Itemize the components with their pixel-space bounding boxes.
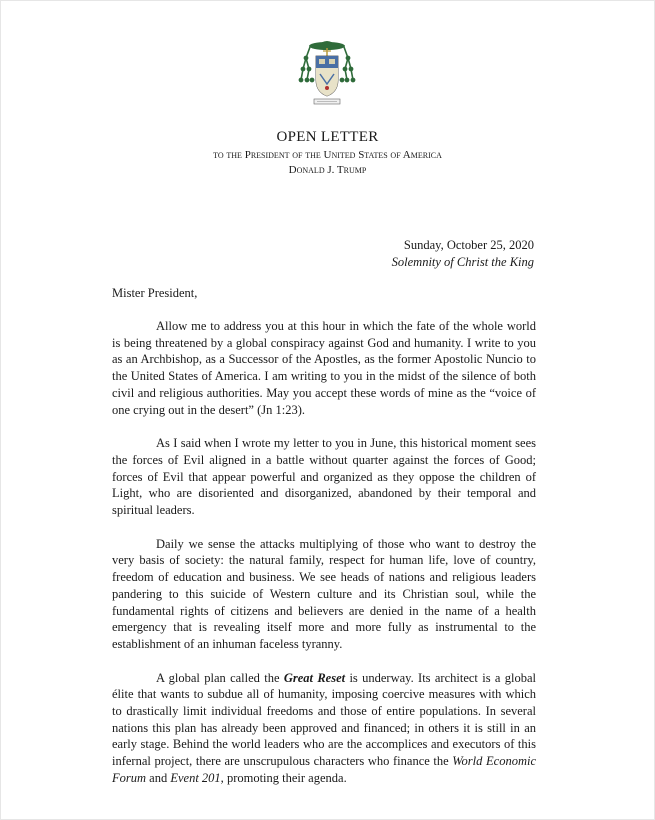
paragraph-1: Allow me to address you at this hour in which the fate of the whole world is being threatened by a global conspiracy against God and humanity. I write to you as an Archbishop, as a Successor of the Apostles, as the former Apostolic Nuncio to the United States of America. I am writing to you in the midst of the silence of both civil and religious authorities. May you accept these words of mine as the “voice of one crying out in the desert” (Jn 1:23). <box>112 319 536 417</box>
paragraph-4-text-a: A global plan called the <box>156 670 284 685</box>
letter-title: OPEN LETTER <box>276 129 379 145</box>
coat-of-arms-icon <box>297 36 357 110</box>
recipient-line: to the President of the United States of America <box>213 149 442 161</box>
feast-day: Solemnity of Christ the King <box>391 255 534 269</box>
paragraph-4 <box>112 670 536 787</box>
great-reset-term: Great Reset <box>283 670 346 685</box>
world-economic-forum-term: World Economic Forum <box>112 754 536 785</box>
dateline <box>392 237 534 271</box>
letter-body <box>112 318 536 787</box>
event-201-term: Event 201, <box>170 770 224 785</box>
paragraph-2: As I said when I wrote my letter to you in June, this historical moment sees the forces of Evil aligned in a battle without quarter against the forces of Good; forces of Evil that appear powerful and organized as they oppose the children of Light, who are disoriented and disorganized, abandoned by their temporal and spiritual leaders. <box>112 436 536 518</box>
paragraph-3: Daily we sense the attacks multiplying of those who want to destroy the very basis of society: the natural family, respect for human life, love of country, freedom of education and business. We see heads of nations and religious leaders pandering to this suicide of Western culture and its Christian soul, while the fundamental rights of citizens and believers are denied in the name of a health emergency that is revealing itself more and more fully as instrumental to the establishment of an inhuman faceless tyranny. <box>112 536 536 651</box>
paragraph-4-text-e: and <box>146 770 171 785</box>
salutation: Mister President, <box>112 286 198 300</box>
paragraph-4-text-g: promoting their agenda. <box>223 770 347 785</box>
recipient-name: Donald J. Trump <box>288 164 367 176</box>
letter-header <box>0 129 655 178</box>
paragraph-4-text-c: is underway. Its architect is a global élite that wants to subdue all of humanity, imposing coercive measures with which to drastically limit individual freedoms and those of entire populations. In several nations this plan has already been approved and financed; in others it is still in an early stage. Behind the world leaders who are the accomplices and executors of this infernal project, there are unscrupulous characters who finance the <box>112 670 537 769</box>
letter-date: Sunday, October 25, 2020 <box>403 238 534 252</box>
